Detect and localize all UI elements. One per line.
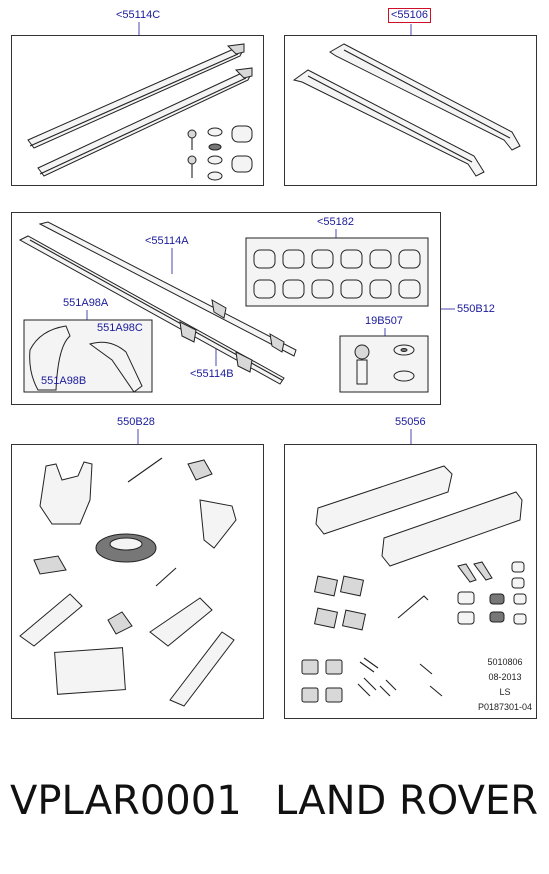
end-cap — [283, 280, 304, 298]
reference-illustration-id: P0187301-04 — [477, 702, 533, 712]
callout-551A98B: 551A98B — [41, 375, 87, 387]
end-cap — [370, 280, 391, 298]
callout-55056: 55056 — [395, 416, 426, 428]
end-cap — [370, 250, 391, 268]
end-cap — [341, 280, 362, 298]
cross-bar-lower — [294, 70, 484, 176]
end-cap — [341, 250, 362, 268]
end-cap — [283, 250, 304, 268]
callout-55106: <55106 — [388, 8, 431, 23]
reference-code: 5010806 — [487, 657, 523, 667]
accessory-parts — [20, 458, 236, 706]
callout-55114A: <55114A — [145, 235, 189, 247]
rail-fixings — [188, 126, 252, 180]
end-cap — [254, 250, 275, 268]
callout-19B507: 19B507 — [365, 315, 403, 327]
product-caption — [0, 778, 549, 838]
end-cap — [399, 250, 420, 268]
callout-551A98C: 551A98C — [97, 322, 143, 334]
brand-name: LAND ROVER — [275, 778, 539, 824]
end-cap — [399, 280, 420, 298]
reference-model: LS — [499, 687, 511, 697]
end-cap — [312, 280, 333, 298]
callout-550B28: 550B28 — [117, 416, 155, 428]
part-number: VPLAR0001 — [10, 778, 242, 824]
end-cap — [312, 250, 333, 268]
bolt-washer-set — [340, 336, 428, 392]
end-cap — [254, 280, 275, 298]
callout-55114B: <55114B — [190, 368, 234, 380]
callout-551A98A: 551A98A — [63, 297, 109, 309]
callout-55114C: <55114C — [116, 9, 161, 21]
reference-date: 08-2013 — [488, 672, 522, 682]
callout-55182: <55182 — [317, 216, 355, 228]
callout-550B12: 550B12 — [457, 303, 495, 315]
reference-block — [462, 655, 548, 715]
